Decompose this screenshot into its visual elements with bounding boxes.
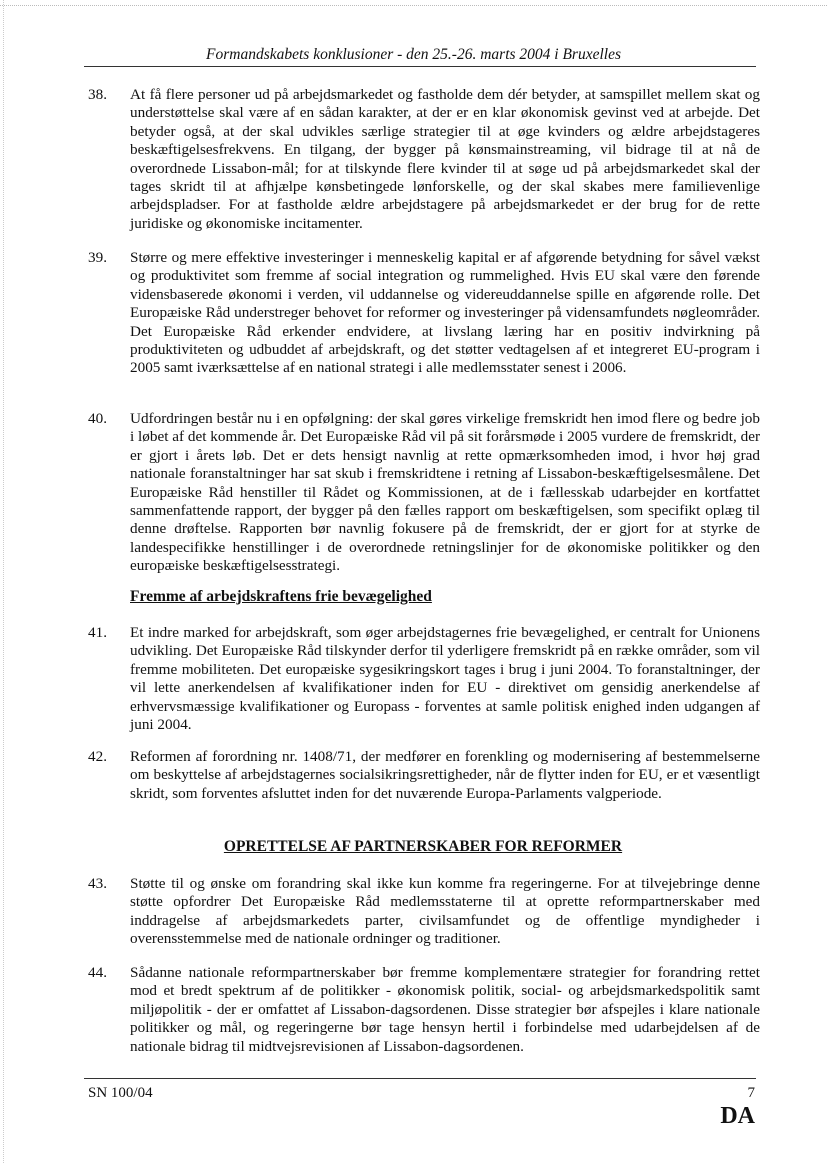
section-heading-mobility: Fremme af arbejdskraftens frie bevægelighed — [130, 588, 432, 605]
paragraph-text: Udfordringen består nu i en opfølgning: der skal gøres virkelige fremskridt hen imod flere og bedre job i løbet af det kommende år. Det Europæiske Råd vil på sit forårsmøde i 2005 vurdere de fremskridt, der er gjort i årets løb. Det er dets hensigt navnlig at rette opmærksomheden imod, i hvor høj grad nationale foranstaltninger har sat skub i fremskridtene i retning af Lissabon-beskæftigelsesmålene. Det Europæiske Råd henstiller til Rådet og Kommissionen, at de i fællesskab udarbejder en kortfattet sammenfattende rapport, der bygger på den fælles rapport om beskæftigelsen, som specifikt oplæg til denne drøftelse. Rapporten bør navnlig fokusere på de fremskridt, der er gjort for at styrke de landespecifikke henstillinger i de overordnede retningslinjer for de økonomiske politikker og den europæiske beskæftigelsesstrategi. — [130, 410, 760, 575]
paragraph-39 — [88, 249, 760, 378]
paragraph-41 — [88, 624, 760, 734]
paragraph-number: 42. — [88, 748, 107, 765]
paragraph-text: At få flere personer ud på arbejdsmarkedet og fastholde dem dér betyder, at samspillet mellem skat og understøttelse skal være af en sådan karakter, at der er en klar økonomisk gevinst ved at arbejde. Det betyder også, at der skal udvikles særlige strategier til at øge kvinders og ældre arbejdstageres beskæftigelsesfrekvens. En tilgang, der bygger på kønsmainstreaming, vil bidrage til at nå de overordnede Lissabon-mål; for at tilskynde flere kvinder til at søge ud på arbejdsmarkedet skal der tages skridt til at afhjælpe kønsbetingede lønforskelle, og der skal skabes mere familievenlige arbejdspladser. For at fastholde ældre arbejdstagere på arbejdsmarkedet er der brug for de rette juridiske og økonomiske incitamenter. — [130, 86, 760, 232]
document-reference: SN 100/04 — [88, 1085, 153, 1101]
paragraph-40 — [88, 410, 760, 576]
paragraph-number: 39. — [88, 249, 107, 266]
paragraph-text: Støtte til og ønske om forandring skal ikke kun komme fra regeringerne. For at tilvejebringe denne støtte opfordrer Det Europæiske Råd medlemsstaterne til at oprette reformpartnerskaber med inddragelse af arbejdsmarkedets parter, civilsamfundet og de offentlige myndigheder i overensstemmelse med de nationale ordninger og traditioner. — [130, 875, 760, 948]
footer-rule — [84, 1078, 756, 1079]
paragraph-44 — [88, 964, 760, 1056]
page-number: 7 — [747, 1085, 755, 1101]
paragraph-number: 38. — [88, 86, 107, 103]
paragraph-number: 44. — [88, 964, 107, 981]
paragraph-text: Reformen af forordning nr. 1408/71, der medfører en forenkling og modernisering af bestemmelserne om beskyttelse af arbejdstagernes socialsikringsrettigheder, når de flytter inden for EU, er et væsentligt skridt, som forventes afsluttet inden for det nuværende Europa-Parlaments valgperiode. — [130, 748, 760, 802]
paragraph-number: 41. — [88, 624, 107, 641]
language-code: DA — [720, 1103, 755, 1129]
section-heading-partnerships: OPRETTELSE AF PARTNERSKABER FOR REFORMER — [223, 838, 623, 855]
scan-left-edge — [3, 0, 4, 1163]
paragraph-43 — [88, 875, 760, 949]
paragraph-text: Et indre marked for arbejdskraft, som øger arbejdstagernes frie bevægelighed, er centralt for Unionens udvikling. Det Europæiske Råd tilskynder derfor til yderligere fremskridt på en række områder, som vil fremme mobiliteten. Det europæiske sygesikringskort tages i brug i juni 2004. To foranstaltninger, der vil lette anerkendelsen af kvalifikationer inden for EU - direktivet om gensidig anerkendelse af erhvervsmæssige kvalifikationer og Europass - forventes at samle politisk enighed inden udgangen af juni 2004. — [130, 624, 760, 734]
paragraph-text: Større og mere effektive investeringer i menneskelig kapital er af afgørende betydning for såvel vækst og produktivitet som fremme af social integration og rummelighed. Hvis EU skal være den førende vidensbaserede økonomi i verden, vil uddannelse og videreuddannelse spille en afgørende rolle. Det Europæiske Råd understreger behovet for reformer og investeringer på vidensamfundets nøgleområder. Det Europæiske Råd erkender endvidere, at livslang læring har en positiv indvirkning på produktiviteten og udbuddet af arbejdskraft, og det støtter vedtagelsen af et integreret EU-program i 2005 samt iværksættelse af en national strategi i alle medlemsstater senest i 2006. — [130, 249, 760, 377]
header-rule — [84, 66, 756, 67]
running-header: Formandskabets konklusioner - den 25.-26. marts 2004 i Bruxelles — [206, 46, 621, 63]
scan-top-edge — [0, 5, 827, 6]
paragraph-number: 43. — [88, 875, 107, 892]
paragraph-number: 40. — [88, 410, 107, 427]
paragraph-text: Sådanne nationale reformpartnerskaber bør fremme komplementære strategier for forandring rettet mod et bredt spektrum af de politikker - økonomisk politik, social- og arbejdsmarkedspolitik samt miljøpolitik - der er omfattet af Lissabon-dagsordenen. Disse strategier bør afspejles i klare nationale politikker og mål, og regeringerne bør tage hensyn hertil i forbindelse med udarbejdelsen af de nationale bidrag til midtvejsrevisionen af Lissabon-dagsordenen. — [130, 964, 760, 1055]
paragraph-38 — [88, 86, 760, 233]
paragraph-42 — [88, 748, 760, 803]
